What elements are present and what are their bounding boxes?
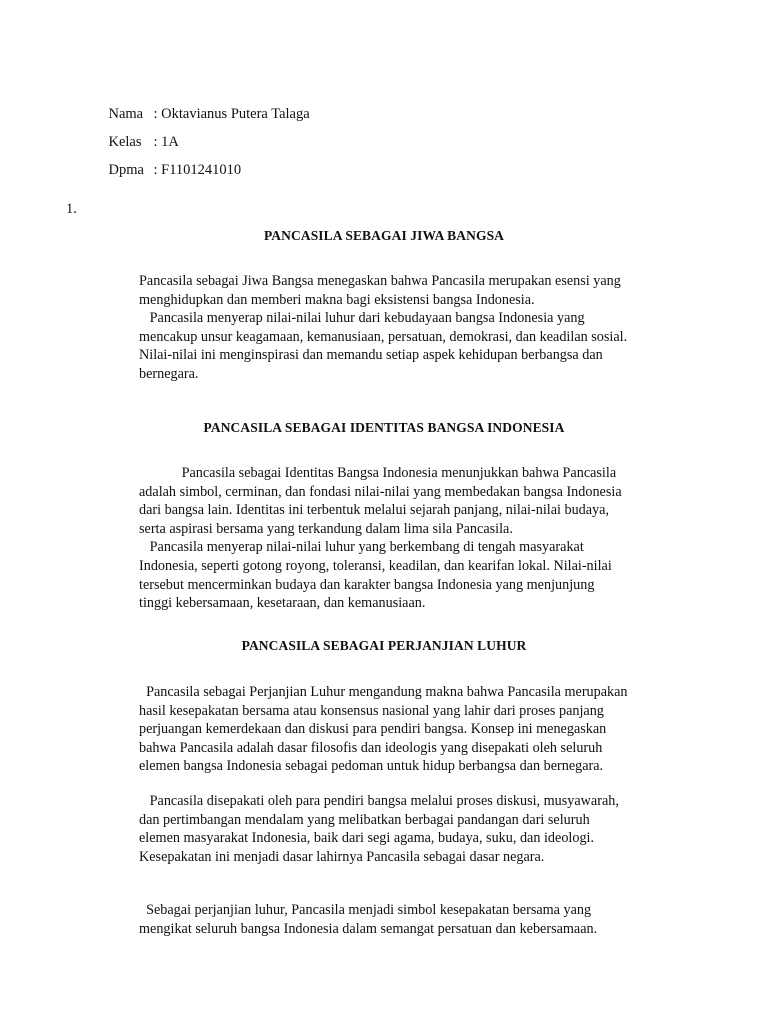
paragraph-line: mengikat seluruh bangsa Indonesia dalam semangat persatuan dan kebersamaan.: [139, 920, 598, 937]
paragraph-identitas-bangsa: [139, 464, 679, 613]
paragraph-line: tersebut mencerminkan budaya dan karakter bangsa Indonesia yang menjunjung: [139, 576, 595, 593]
paragraph-line: Pancasila disepakati oleh para pendiri bangsa melalui proses diskusi, musyawarah,: [139, 793, 619, 809]
paragraph-line: serta aspirasi bersama yang terkandung dalam lima sila Pancasila.: [139, 520, 513, 537]
paragraph-line: Pancasila sebagai Identitas Bangsa Indonesia menunjukkan bahwa Pancasila: [139, 465, 617, 481]
paragraph-line: mencakup unsur keagamaan, kemanusiaan, persatuan, demokrasi, dan keadilan sosial.: [139, 328, 628, 345]
paragraph-line: bahwa Pancasila adalah dasar filosofis dan ideologis yang disepakati oleh seluruh: [139, 739, 603, 756]
student-dpma-row: [94, 143, 241, 197]
paragraph-perjanjian-luhur-3: [139, 901, 679, 938]
paragraph-line: Nilai-nilai ini menginspirasi dan memandu setiap aspek kehidupan berbangsa dan: [139, 347, 603, 364]
paragraph-line: menghidupkan dan memberi makna bagi eksistensi bangsa Indonesia.: [139, 291, 535, 308]
class-value: : 1A: [153, 134, 179, 150]
paragraph-line: adalah simbol, cerminan, dan fondasi nilai-nilai yang membedakan bangsa Indonesia: [139, 483, 622, 500]
paragraph-line: Pancasila menyerap nilai-nilai luhur yang berkembang di tengah masyarakat: [139, 539, 584, 556]
paragraph-line: Pancasila sebagai Perjanjian Luhur mengandung makna bahwa Pancasila merupakan: [139, 684, 628, 700]
paragraph-perjanjian-luhur-2: [139, 792, 679, 866]
paragraph-line: elemen bangsa Indonesia sebagai pedoman untuk hidup berbangsa dan bernegara.: [139, 758, 604, 775]
paragraph-line: hasil kesepakatan bersama atau konsensus nasional yang lahir dari proses panjang: [139, 702, 604, 719]
paragraph-line: dan pertimbangan mendalam yang melibatkan berbagai pandangan dari seluruh: [139, 811, 590, 828]
class-label: Kelas: [108, 134, 142, 150]
section-heading-identitas-bangsa: PANCASILA SEBAGAI IDENTITAS BANGSA INDONESIA: [203, 420, 565, 435]
paragraph-line: bernegara.: [139, 365, 199, 382]
question-number: 1.: [66, 201, 77, 217]
paragraph-line: elemen masyarakat Indonesia, baik dari segi agama, budaya, suku, dan ideologi.: [139, 830, 595, 847]
dpma-label: Dpma: [108, 162, 144, 178]
paragraph-line: tinggi kebersamaan, kesetaraan, dan kemanusiaan.: [139, 595, 426, 612]
name-value: : Oktavianus Putera Talaga: [153, 106, 310, 122]
paragraph-line: perjuangan kemerdekaan dan diskusi para pendiri bangsa. Konsep ini menegaskan: [139, 721, 607, 738]
section-heading-jiwa-bangsa: PANCASILA SEBAGAI JIWA BANGSA: [263, 228, 505, 243]
paragraph-line: Pancasila sebagai Jiwa Bangsa menegaskan bahwa Pancasila merupakan esensi yang: [139, 273, 621, 289]
paragraph-line: Indonesia, seperti gotong royong, toleransi, keadilan, dan kearifan lokal. Nilai-nilai: [139, 557, 612, 574]
paragraph-line: Kesepakatan ini menjadi dasar lahirnya Pancasila sebagai dasar negara.: [139, 848, 545, 865]
dpma-value: : F1101241010: [153, 162, 242, 178]
section-heading-perjanjian-luhur: PANCASILA SEBAGAI PERJANJIAN LUHUR: [241, 638, 527, 653]
paragraph-line: Pancasila menyerap nilai-nilai luhur dari kebudayaan bangsa Indonesia yang: [139, 310, 585, 327]
paragraph-perjanjian-luhur-1: [139, 683, 679, 776]
paragraph-line: dari bangsa lain. Identitas ini terbentuk melalui sejarah panjang, nilai-nilai budaya,: [139, 502, 610, 519]
name-label: Nama: [108, 106, 144, 122]
paragraph-jiwa-bangsa: [139, 272, 679, 384]
paragraph-line: Sebagai perjanjian luhur, Pancasila menjadi simbol kesepakatan bersama yang: [139, 902, 592, 918]
